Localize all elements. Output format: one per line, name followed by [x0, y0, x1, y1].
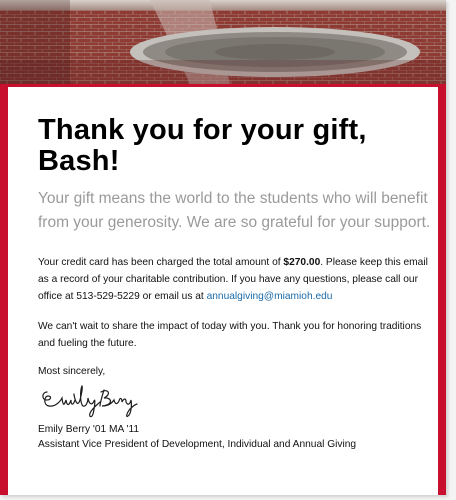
thank-you-headline: Thank you for your gift, Bash!: [38, 114, 367, 177]
hero-photo: [0, 0, 446, 84]
handwritten-signature: [38, 378, 138, 420]
signer-name: Emily Berry '01 MA '11: [38, 424, 140, 435]
charge-confirmation-paragraph: [38, 254, 433, 305]
charge-text-start: Your credit card has been charged the total amount of: [38, 257, 284, 268]
email-body: [8, 87, 438, 495]
hero-image-brick-plaza: [0, 0, 446, 84]
charge-text-middle: . Please keep this email as a record of your charitable contribution. If you have any questions, please call our office at 513-529-5229 or email us at: [38, 257, 428, 302]
salutation: Most sincerely,: [38, 366, 106, 377]
annual-giving-email-link[interactable]: annualgiving@miamioh.edu: [206, 291, 333, 302]
signer-title: Assistant Vice President of Development, Individual and Annual Giving: [38, 439, 357, 450]
charged-amount: $270.00: [283, 257, 321, 268]
closing-paragraph: We can't wait to share the impact of today with you. Thank you for honoring traditions and fueling the future.: [38, 321, 422, 349]
gift-impact-lead: Your gift means the world to the students who will benefit from your generosity. We are so grateful for your support.: [38, 190, 431, 231]
